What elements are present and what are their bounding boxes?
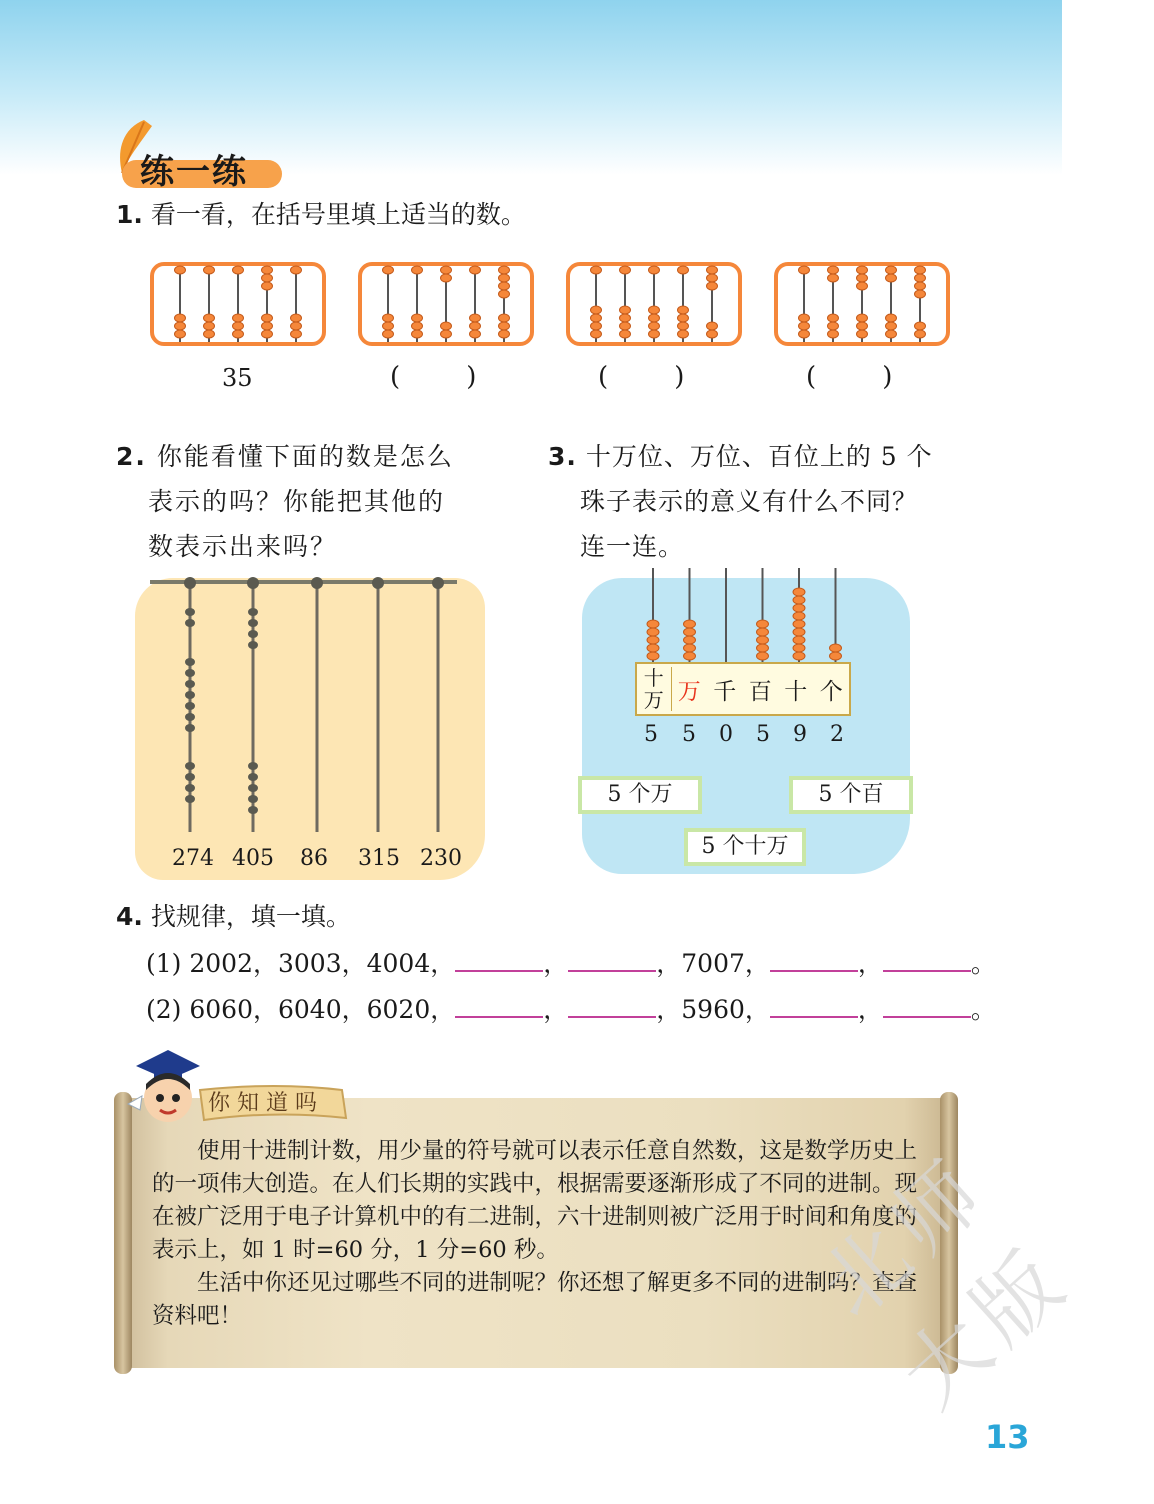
abacus-bead	[915, 274, 926, 282]
rope-knot	[185, 713, 195, 721]
abacus-bead	[647, 628, 659, 636]
abacus-bead	[441, 274, 452, 282]
abacus-bead	[470, 266, 481, 274]
abacus-bead	[886, 322, 897, 330]
abacus-bead	[499, 274, 510, 282]
abacus-bead	[707, 282, 718, 290]
abacus-bead	[412, 330, 423, 338]
question-4: 4. 找规律，填一填。	[116, 902, 351, 931]
abacus-answer-4[interactable]: ( )	[806, 362, 893, 392]
tag-5-hundreds[interactable]: 5 个百	[789, 776, 913, 814]
abacus-bead	[233, 266, 244, 274]
abacus-bead	[678, 322, 689, 330]
abacus-bead	[793, 596, 805, 604]
question-1: 1. 看一看，在括号里填上适当的数。	[116, 200, 526, 229]
abacus-bead	[707, 274, 718, 282]
digit: 5	[644, 722, 658, 747]
abacus-bead	[470, 330, 481, 338]
abacus-bead	[799, 266, 810, 274]
abacus-bead	[647, 652, 659, 660]
abacus-row	[150, 262, 954, 350]
rope-knot	[248, 608, 258, 616]
abacus-bead	[204, 314, 215, 322]
publisher-watermark: 北师大版	[802, 1137, 1089, 1427]
abacus-bead	[591, 314, 602, 322]
abacus-bead	[793, 620, 805, 628]
abacus-answer-3[interactable]: ( )	[598, 362, 685, 392]
rope-knot	[185, 608, 195, 616]
abacus-bead	[620, 322, 631, 330]
abacus-bead	[828, 274, 839, 282]
abacus-bead	[262, 314, 273, 322]
abacus-bead	[684, 636, 696, 644]
abacus-bead	[793, 628, 805, 636]
abacus-bead	[262, 282, 273, 290]
abacus-bead	[204, 266, 215, 274]
abacus-bead	[499, 290, 510, 298]
abacus-bead	[915, 330, 926, 338]
place-ten-thousand: 万	[677, 678, 701, 705]
abacus-bead	[649, 322, 660, 330]
did-you-know-ribbon: 你 知 道 吗	[196, 1082, 346, 1122]
rope-label: 405	[232, 846, 274, 871]
blank-input[interactable]	[568, 942, 656, 972]
abacus-bead	[204, 330, 215, 338]
abacus-bead	[857, 274, 868, 282]
rope-knot	[248, 641, 258, 649]
abacus-bead	[175, 330, 186, 338]
abacus-bead	[620, 306, 631, 314]
abacus-bead	[499, 330, 510, 338]
abacus-bead	[757, 644, 769, 652]
abacus-bead	[684, 652, 696, 660]
abacus-bead	[799, 330, 810, 338]
abacus-bead	[412, 322, 423, 330]
abacus-bead	[647, 644, 659, 652]
rope-label: 315	[358, 846, 400, 871]
abacus-bead	[828, 322, 839, 330]
abacus-bead	[412, 314, 423, 322]
rope-label: 230	[420, 846, 462, 871]
abacus-bead	[707, 330, 718, 338]
abacus-bead	[684, 628, 696, 636]
abacus-bead	[499, 314, 510, 322]
rope-knot	[185, 691, 195, 699]
abacus-bead	[799, 314, 810, 322]
abacus-bead	[233, 330, 244, 338]
place-value-abacus	[635, 568, 851, 666]
rope-knot	[247, 577, 259, 589]
abacus-bead	[262, 330, 273, 338]
abacus-bead	[620, 314, 631, 322]
abacus-bead	[499, 266, 510, 274]
rope-knot	[184, 577, 196, 589]
abacus-bead	[828, 314, 839, 322]
abacus-bead	[793, 588, 805, 596]
abacus-bead	[707, 266, 718, 274]
abacus-bead	[857, 314, 868, 322]
blank-input[interactable]	[455, 942, 543, 972]
rope-knot	[248, 806, 258, 814]
abacus-bead	[678, 330, 689, 338]
abacus-bead	[793, 604, 805, 612]
abacus-bead	[383, 330, 394, 338]
abacus-bead	[262, 322, 273, 330]
sequence-row-1: (1) 2002，3003，4004， ， ，7007， ， 。	[146, 942, 996, 980]
abacus-bead	[591, 322, 602, 330]
abacus-bead	[793, 636, 805, 644]
rope-label: 86	[300, 846, 328, 871]
abacus-bead	[649, 314, 660, 322]
abacus-bead	[757, 636, 769, 644]
blank-input[interactable]	[883, 988, 971, 1018]
abacus-bead	[830, 644, 842, 652]
abacus-bead	[441, 266, 452, 274]
abacus-answer-1: 35	[222, 364, 253, 392]
abacus-bead	[591, 330, 602, 338]
abacus-bead	[828, 266, 839, 274]
abacus-bead	[678, 266, 689, 274]
did-you-know-text: 使用十进制计数，用少量的符号就可以表示任意自然数，这是数学历史上的一项伟大创造。在人们长期的实践中，根据需要逐渐形成了不同的进制。现在被广泛用于电子计算机中的有二进制，六十进制则被广泛用于时间和角度的表示上，如 1 时=60 分，1 分=60 秒。 生活中你还见过哪些不同的进制呢？你还想了解更多不同的进制吗？查查资料吧！	[152, 1138, 918, 1329]
digit: 5	[682, 722, 696, 747]
blank-input[interactable]	[770, 942, 858, 972]
abacus-bead	[499, 322, 510, 330]
abacus-bead	[757, 620, 769, 628]
rope-knot	[372, 577, 384, 589]
abacus-bead	[383, 314, 394, 322]
abacus-bead	[915, 290, 926, 298]
sequence-row-2: (2) 6060，6040，6020， ， ，5960， ， 。	[146, 988, 996, 1026]
abacus-bead	[857, 322, 868, 330]
abacus-bead	[647, 620, 659, 628]
rope-knot	[185, 784, 195, 792]
rope-knot	[185, 680, 195, 688]
abacus-bead	[707, 322, 718, 330]
abacus-bead	[647, 636, 659, 644]
question-3: 3. 十万位、万位、百位上的 5 个 珠子表示的意义有什么不同？ 连一连。	[548, 442, 933, 561]
abacus-bead	[857, 330, 868, 338]
abacus-bead	[233, 322, 244, 330]
abacus-bead	[262, 266, 273, 274]
abacus-bead	[915, 322, 926, 330]
abacus-bead	[684, 620, 696, 628]
abacus-bead	[757, 652, 769, 660]
abacus-bead	[291, 266, 302, 274]
rope-knot	[311, 577, 323, 589]
rope-knot	[432, 577, 444, 589]
abacus-bead	[757, 628, 769, 636]
abacus-bead	[620, 266, 631, 274]
abacus-bead	[649, 330, 660, 338]
abacus-bead	[499, 282, 510, 290]
rope-knot	[248, 619, 258, 627]
knot-ropes	[135, 570, 485, 845]
abacus-bead	[291, 330, 302, 338]
rope-knot	[248, 762, 258, 770]
abacus-bead	[441, 330, 452, 338]
rope-label: 274	[172, 846, 214, 871]
abacus-bead	[678, 314, 689, 322]
section-title-badge	[112, 118, 277, 196]
abacus-bead	[291, 314, 302, 322]
abacus-bead	[383, 322, 394, 330]
abacus-bead	[649, 266, 660, 274]
place-one: 个	[819, 678, 843, 705]
place-ten: 十	[784, 678, 808, 705]
abacus-bead	[828, 330, 839, 338]
rope-knot	[185, 762, 195, 770]
abacus-bead	[204, 322, 215, 330]
rope-knot	[248, 795, 258, 803]
abacus-bead	[441, 322, 452, 330]
abacus-bead	[175, 266, 186, 274]
rope-knot	[185, 795, 195, 803]
place-thousand: 千	[713, 678, 737, 705]
abacus-bead	[915, 282, 926, 290]
rope-knot	[185, 724, 195, 732]
abacus-bead	[175, 314, 186, 322]
abacus-bead	[649, 306, 660, 314]
blank-input[interactable]	[455, 988, 543, 1018]
tag-5-hundred-thousands[interactable]: 5 个十万	[684, 828, 806, 866]
rope-knot	[248, 784, 258, 792]
abacus-bead	[591, 266, 602, 274]
rope-knot	[185, 702, 195, 710]
digit: 9	[793, 722, 807, 747]
blank-input[interactable]	[770, 988, 858, 1018]
tag-5-ten-thousands[interactable]: 5 个万	[578, 776, 702, 814]
rope-knot	[248, 630, 258, 638]
question-2: 2. 你能看懂下面的数是怎么 表示的吗？你能把其他的 数表示出来吗？	[116, 442, 454, 561]
abacus-bead	[291, 322, 302, 330]
abacus-bead	[793, 612, 805, 620]
abacus-bead	[470, 322, 481, 330]
abacus-bead	[412, 266, 423, 274]
abacus-bead	[793, 652, 805, 660]
question-1-text: 看一看，在括号里填上适当的数。	[150, 200, 526, 229]
digit: 0	[719, 722, 733, 747]
place-value-header	[635, 662, 851, 716]
abacus-bead	[470, 314, 481, 322]
page-number: 13	[985, 1418, 1030, 1456]
rope-knot	[185, 773, 195, 781]
abacus-bead	[857, 282, 868, 290]
abacus-bead	[886, 266, 897, 274]
abacus-bead	[886, 314, 897, 322]
abacus-bead	[684, 644, 696, 652]
section-title: 练一练	[140, 152, 248, 192]
place-digits	[640, 722, 856, 752]
abacus-bead	[591, 306, 602, 314]
abacus-answer-2[interactable]: ( )	[390, 362, 477, 392]
rope-knot	[248, 773, 258, 781]
abacus-bead	[262, 274, 273, 282]
place-hundred: 百	[748, 678, 772, 705]
place-hundred-thousand: 十 万	[637, 667, 672, 711]
rope-knot	[185, 669, 195, 677]
abacus-bead	[793, 644, 805, 652]
abacus-bead	[383, 266, 394, 274]
abacus-bead	[233, 314, 244, 322]
digit: 5	[756, 722, 770, 747]
rope-knot	[185, 619, 195, 627]
abacus-bead	[620, 330, 631, 338]
abacus-bead	[830, 652, 842, 660]
abacus-bead	[678, 306, 689, 314]
abacus-bead	[886, 274, 897, 282]
abacus-bead	[175, 322, 186, 330]
rope-knot	[185, 658, 195, 666]
blank-input[interactable]	[568, 988, 656, 1018]
abacus-bead	[857, 266, 868, 274]
digit: 2	[830, 722, 844, 747]
abacus-bead	[799, 322, 810, 330]
abacus-bead	[915, 266, 926, 274]
abacus-bead	[886, 330, 897, 338]
blank-input[interactable]	[883, 942, 971, 972]
